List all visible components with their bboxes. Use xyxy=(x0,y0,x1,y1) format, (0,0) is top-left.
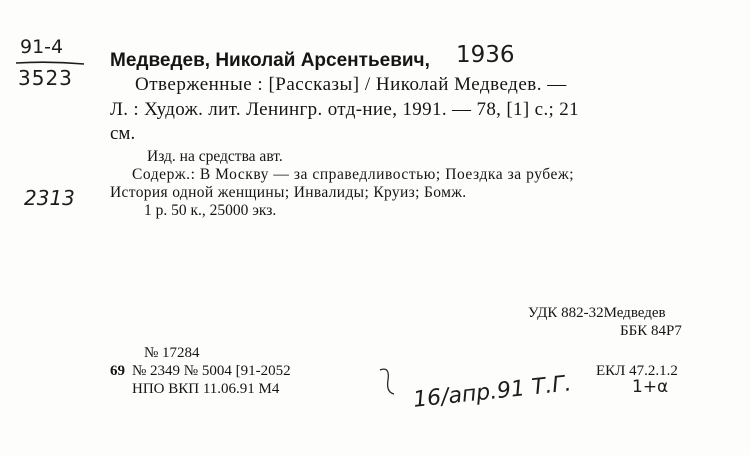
edition-note: Изд. на средства авт. xyxy=(147,148,283,165)
handwritten-side-note: 2313 xyxy=(24,186,75,210)
imprint-line: Л. : Худож. лит. Ленингр. отд-ние, 1991. — 78, [1] с.; 21 xyxy=(110,99,579,120)
npo-line: НПО ВКП 11.06.91 М4 xyxy=(132,381,280,397)
price-line: 1 р. 50 к., 25000 экз. xyxy=(144,202,277,219)
handwritten-ekl-mark: 1+α xyxy=(632,377,669,397)
udk-code: УДК 882-32Медведев xyxy=(528,305,666,321)
handwritten-author-year: 1936 xyxy=(456,42,515,68)
handwritten-bottom-note: 16/апр.91 Т.Г. xyxy=(412,371,573,413)
stamp-mark xyxy=(376,364,404,398)
card-number: № 17284 xyxy=(144,345,200,361)
title-line: Отверженные : [Рассказы] / Николай Медведев. — xyxy=(135,74,567,95)
author-heading: Медведев, Николай Арсентьевич, xyxy=(110,50,430,71)
contents-line-1: Содерж.: В Москву — за справедливостью; Поездка за рубеж; xyxy=(132,166,575,183)
handwritten-shelfmark-bottom: 3523 xyxy=(18,66,73,90)
order-line: № 2349 № 5004 [91-2052 xyxy=(132,363,291,379)
contents-line-2: История одной женщины; Инвалиды; Круиз; Бомж. xyxy=(110,184,467,201)
size-line: см. xyxy=(110,123,136,144)
order-prefix: 69 xyxy=(110,363,125,379)
handwritten-shelfmark-top: 91-4 xyxy=(20,36,64,58)
ekl-code: ЕКЛ 47.2.1.2 xyxy=(596,363,678,379)
bbk-code: ББК 84Р7 xyxy=(620,323,682,339)
